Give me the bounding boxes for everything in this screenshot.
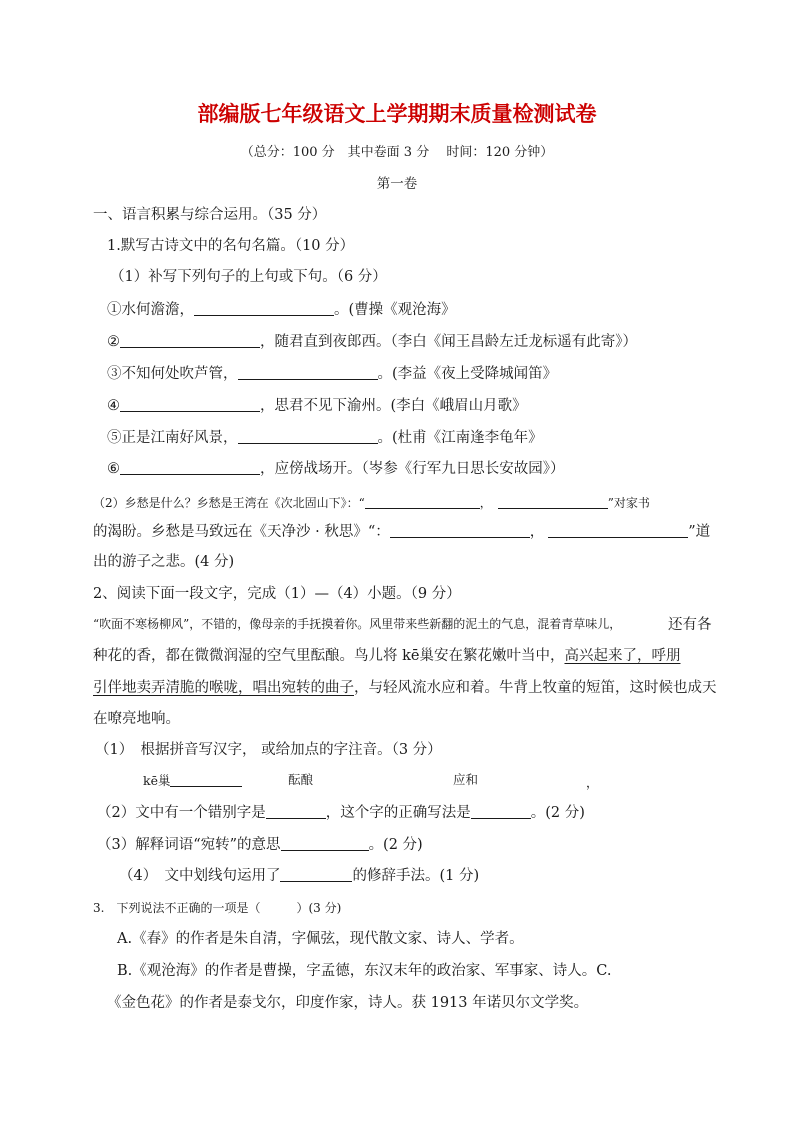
answer-blank[interactable]: [194, 301, 334, 316]
exam-info: （总分：100 分 其中卷面 3 分 时间：120 分钟）: [240, 145, 554, 160]
option-b: B.《观沧海》的作者是曹操，字孟德，东汉末年的政治家、军事家、诗人。C.: [117, 963, 612, 979]
underlined-sentence: 高兴起来了，呼朋: [564, 648, 681, 664]
answer-blank[interactable]: [170, 772, 242, 787]
question-2-sub-1: （1） 根据拼音写汉字， 或给加点的字注音。（3 分）: [95, 742, 442, 758]
question-2-sub-4: （4） 文中划线句运用了 的修辞手法。(1 分): [119, 868, 480, 884]
answer-blank[interactable]: [365, 494, 480, 509]
answer-blank[interactable]: [238, 365, 378, 380]
poem-item-2: ② ，随君直到夜郎西。（李白《闻王昌龄左迁龙标遥有此寄》）: [107, 334, 637, 350]
page-title: 部编版七年级语文上学期期末质量检测试卷: [197, 102, 597, 126]
answer-blank[interactable]: [120, 333, 260, 348]
pinyin-item-3: 应和: [453, 772, 479, 787]
question-3-heading: 3. 下列说法不正确的一项是（ ）(3 分): [93, 901, 342, 915]
answer-blank[interactable]: [548, 523, 688, 538]
question-2-heading: 2、阅读下面一段文字，完成（1）—（4）小题。（9 分）: [93, 586, 461, 602]
poem-item-1: ①水何澹澹， 。(曹操《观沧海》: [107, 302, 456, 318]
underlined-sentence: 引伴地卖弄清脆的喉咙，唱出宛转的曲子: [93, 680, 354, 696]
section-heading: 一、语言积累与综合运用。（35 分）: [93, 207, 327, 223]
poem-item-3: ③不知何处吹芦管， 。(李益《夜上受降城闻笛》: [107, 366, 558, 382]
answer-blank[interactable]: [471, 804, 531, 819]
stray-mark: ，: [586, 775, 599, 790]
answer-blank[interactable]: [120, 460, 260, 475]
answer-blank[interactable]: [266, 804, 326, 819]
question-2-sub-3: （3）解释词语“宛转”的意思 。(2 分): [97, 837, 423, 853]
poem-item-6: ⑥ ，应傍战场开。（岑参《行军九日思长安故园》）: [107, 461, 565, 477]
question-1-part-2-line-1: （2）乡愁是什么？乡愁是王湾在《次北固山下》：“ ， ”对家书: [93, 496, 650, 510]
question-1-heading: 1.默写古诗文中的名句名篇。（10 分）: [107, 238, 355, 254]
answer-blank[interactable]: [238, 429, 378, 444]
answer-blank[interactable]: [498, 494, 608, 509]
option-c: 《金色花》的作者是泰戈尔，印度作家，诗人。获 1913 年诺贝尔文学奖。: [107, 995, 589, 1011]
passage-line-4: 在嘹亮地响。: [93, 711, 180, 727]
answer-blank[interactable]: [120, 397, 260, 412]
question-1-part-1-heading: （1）补写下列句子的上句或下句。（6 分）: [110, 269, 387, 285]
question-1-part-2-line-2: 的渴盼。乡愁是马致远在《天净沙 · 秋思》“： ， ”道: [93, 524, 711, 540]
pinyin-item-2: 酝酿: [288, 772, 314, 787]
pinyin-item-1: kē巢: [143, 772, 242, 788]
volume-heading: 第一卷: [376, 176, 418, 192]
answer-blank[interactable]: [281, 836, 369, 851]
poem-item-4: ④ ，思君不见下渝州。(李白《峨眉山月歌》: [107, 398, 527, 414]
answer-blank[interactable]: [390, 523, 530, 538]
passage-line-2: 种花的香，都在微微润湿的空气里酝酿。鸟儿将 kē巢安在繁花嫩叶当中，高兴起来了，呼朋: [93, 648, 681, 664]
poem-item-5: ⑤正是江南好风景， 。(杜甫《江南逢李龟年》: [107, 430, 543, 446]
passage-line-3: 引伴地卖弄清脆的喉咙，唱出宛转的曲子，与轻风流水应和着。牛背上牧童的短笛，这时候也成天: [93, 680, 717, 696]
question-1-part-2-line-3: 出的游子之悲。(4 分): [93, 554, 235, 570]
passage-line-1: “吹面不寒杨柳风”，不错的，像母亲的手抚摸着你。风里带来些新翻的泥土的气息，混着青草味儿， 还有各: [93, 617, 712, 633]
option-a: A.《春》的作者是朱自清，字佩弦，现代散文家、诗人、学者。: [117, 931, 524, 947]
answer-blank[interactable]: [280, 867, 352, 882]
question-2-sub-2: （2）文中有一个错别字是 ，这个字的正确写法是 。(2 分): [97, 805, 585, 821]
